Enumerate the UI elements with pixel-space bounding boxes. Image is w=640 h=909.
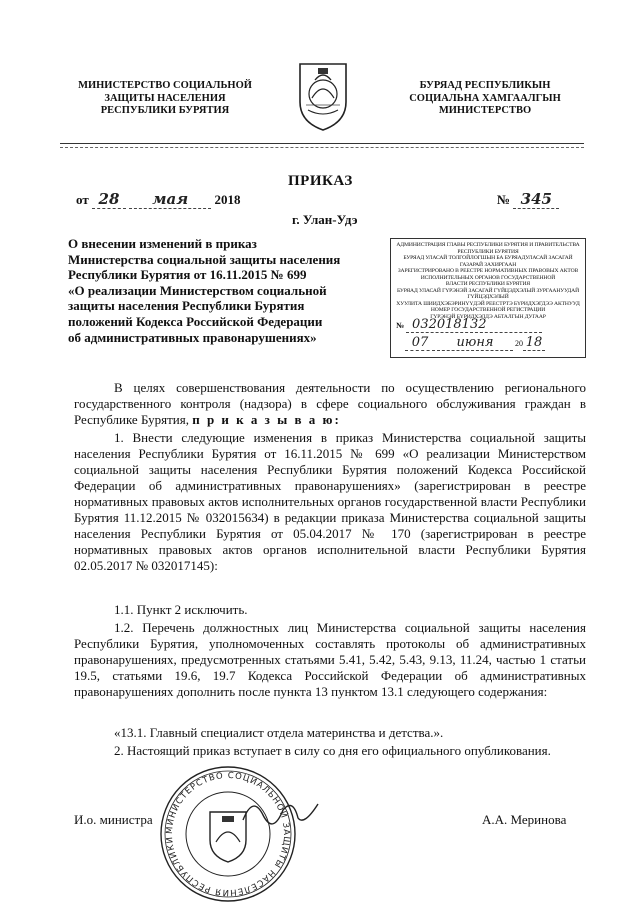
- signature-position: И.о. министра: [74, 812, 153, 827]
- official-seal: [158, 764, 298, 904]
- date-month: мая: [129, 190, 211, 209]
- item-2: 2. Настоящий приказ вступает в силу со дня его официального опубликования.: [114, 743, 551, 758]
- subject-line: об административных правонарушениях»: [68, 329, 317, 345]
- header-divider-secondary: [60, 147, 584, 148]
- item-1-1: 1.1. Пункт 2 исключить.: [114, 602, 248, 617]
- registration-stamp: [390, 238, 586, 358]
- ministry-name-line: БУРЯАД РЕСПУБЛИКЫН: [419, 80, 551, 91]
- stamp-year-prefix: 20: [515, 339, 523, 348]
- subject-line: защиты населения Республики Бурятия: [68, 298, 305, 314]
- handwritten-signature: [238, 790, 328, 830]
- ministry-name-line: МИНИСТЕРСТВО СОЦИАЛЬНОЙ: [78, 80, 252, 91]
- stamp-line: БУРЯАД УЛАСАЙ ТОЛГОЙЛОГШЫН БА БУРЯАДУЛАСАЙ ЗАСАГАЙ ГАЗАРАЙ ЗАХИРГААН: [403, 255, 573, 268]
- subject-line: «О реализации Министерством социальной: [68, 282, 327, 298]
- subject-line: положений Кодекса Российской Федерации: [68, 313, 323, 329]
- order-verb: п р и к а з ы в а ю:: [192, 412, 341, 427]
- item-1-2-quote: «13.1. Главный специалист отдела материнства и детства.».: [114, 725, 444, 740]
- stamp-registration-number: № 032018132: [396, 317, 542, 333]
- date-year: 2018: [214, 192, 241, 207]
- ministry-name-line: РЕСПУБЛИКИ БУРЯТИЯ: [100, 105, 230, 116]
- order-subject: [68, 236, 384, 345]
- date-day: 28: [92, 190, 126, 209]
- stamp-line: ГҮРЭНЭЙ БҮРИДХЭЛДЭ АБТАЛГЫН ДУГААР: [430, 313, 546, 320]
- ministry-name-line: МИНИСТЕРСТВО: [438, 105, 532, 116]
- subject-line: О внесении изменений в приказ: [68, 236, 257, 251]
- svg-text:МИНИСТЕРСТВО СОЦИАЛЬНОЙ ЗАЩИТЫ: [158, 764, 291, 897]
- coat-of-arms-emblem: [296, 58, 350, 132]
- stamp-day: 07: [405, 335, 435, 351]
- order-number-value: 345: [513, 190, 559, 209]
- date-prefix: от: [76, 192, 89, 207]
- signatory-name: А.А. Меринова: [482, 812, 567, 827]
- stamp-line: БУРЯАД УЛАСАЙ ГҮРЭНЭЙ ЗАСАГАЙ ГҮЙЦЭДХЭЛЫЙ ЗУРГААНУУДАЙ ГҮЙЦЭДХЭЛЫЙ: [396, 287, 580, 300]
- stamp-line: ВЛАСТИ РЕСПУБЛИКИ БУРЯТИЯ: [445, 281, 531, 287]
- ministry-name-line: ЗАЩИТЫ НАСЕЛЕНИЯ: [104, 92, 226, 104]
- stamp-registration-date: [405, 335, 545, 351]
- stamp-line: АДМИНИСТРАЦИЯ ГЛАВЫ РЕСПУБЛИКИ БУРЯТИЯ И ПРАВИТЕЛЬСТВА РЕСПУБЛИКИ БУРЯТИЯ: [396, 242, 580, 255]
- ministry-name-buryat: [380, 80, 590, 118]
- stamp-line: ЗАРЕГИСТРИРОВАНО В РЕЕСТРЕ НОРМАТИВНЫХ ПРАВОВЫХ АКТОВ: [397, 268, 579, 274]
- header-divider: [60, 143, 584, 144]
- ministry-name-line: СОЦИАЛЬНА ХАМГААЛГЫН: [409, 92, 561, 104]
- item-1-2: 1.2. Перечень должностных лиц Министерства социальной защиты населения Республики Бурятия, уполномоченных составлять протоколы об административных правонарушениях, предусмотренных статьями 5.41, 5.42, 5.43, 9.13, 11.24, частью 1 статьи 19.5, статьями 19.6, 19.7 Кодекса Российской Федерации об административных правонарушениях дополнить после пункта 13 пунктом 13.1 следующего содержания:: [74, 620, 586, 699]
- item-1: 1. Внести следующие изменения в приказ Министерства социальной защиты населения Республики Бурятия от 16.11.2015 № 699 «О реализации Министерством социальной защиты населения Республики Бурятия положений Кодекса Российской Федерации об административных правонарушениях» (зарегистрирован в реестре нормативных правовых актов исполнительных органов государственной власти Республики Бурятия 11.12.2015 № 032015634) в редакции приказа Министерства социальной защиты населения Республики Бурятия от 05.04.2017 № 170 (зарегистрирован в реестре нормативных правовых актов органов исполнительной власти Республики Бурятия 02.05.2017 № 032017145):: [74, 430, 586, 573]
- stamp-number-value: 032018132: [406, 317, 542, 333]
- stamp-line: ИСПОЛНИТЕЛЬНЫХ ОРГАНОВ ГОСУДАРСТВЕННОЙ: [420, 274, 556, 281]
- order-date: [76, 190, 240, 209]
- stamp-month: июня: [437, 335, 513, 351]
- document-title: ПРИКАЗ: [288, 173, 353, 189]
- stamp-line: НОМЕР ГОСУДАРСТВЕННОЙ РЕГИСТРАЦИИ: [430, 307, 546, 313]
- city: г. Улан-Удэ: [292, 212, 358, 227]
- stamp-line: ХУУЛИТА ШИИДХЭБЭРИНҮҮДЭЙ РЕЕСТРТЭ БҮРИДХЭГДЭЭ АКТНУУД: [396, 300, 580, 307]
- subject-line: Республики Бурятия от 16.11.2015 № 699: [68, 267, 307, 283]
- seal-ring-text: МИНИСТЕРСТВО СОЦИАЛЬНОЙ ЗАЩИТЫ НАСЕЛЕНИЯ РЕСПУБЛИКИ: [164, 770, 292, 898]
- stamp-year: 18: [523, 335, 545, 351]
- intro-paragraph: В целях совершенствования деятельности по осуществлению регионального государственного контроля (надзора) в сфере социального обслуживания граждан в Республике Бурятия, п р и к а з ы в а ю:: [74, 380, 586, 427]
- subject-line: Министерства социальной защиты населения: [68, 251, 341, 267]
- ministry-name-russian: [60, 80, 270, 118]
- number-sign: №: [497, 192, 511, 207]
- order-number: [497, 190, 559, 209]
